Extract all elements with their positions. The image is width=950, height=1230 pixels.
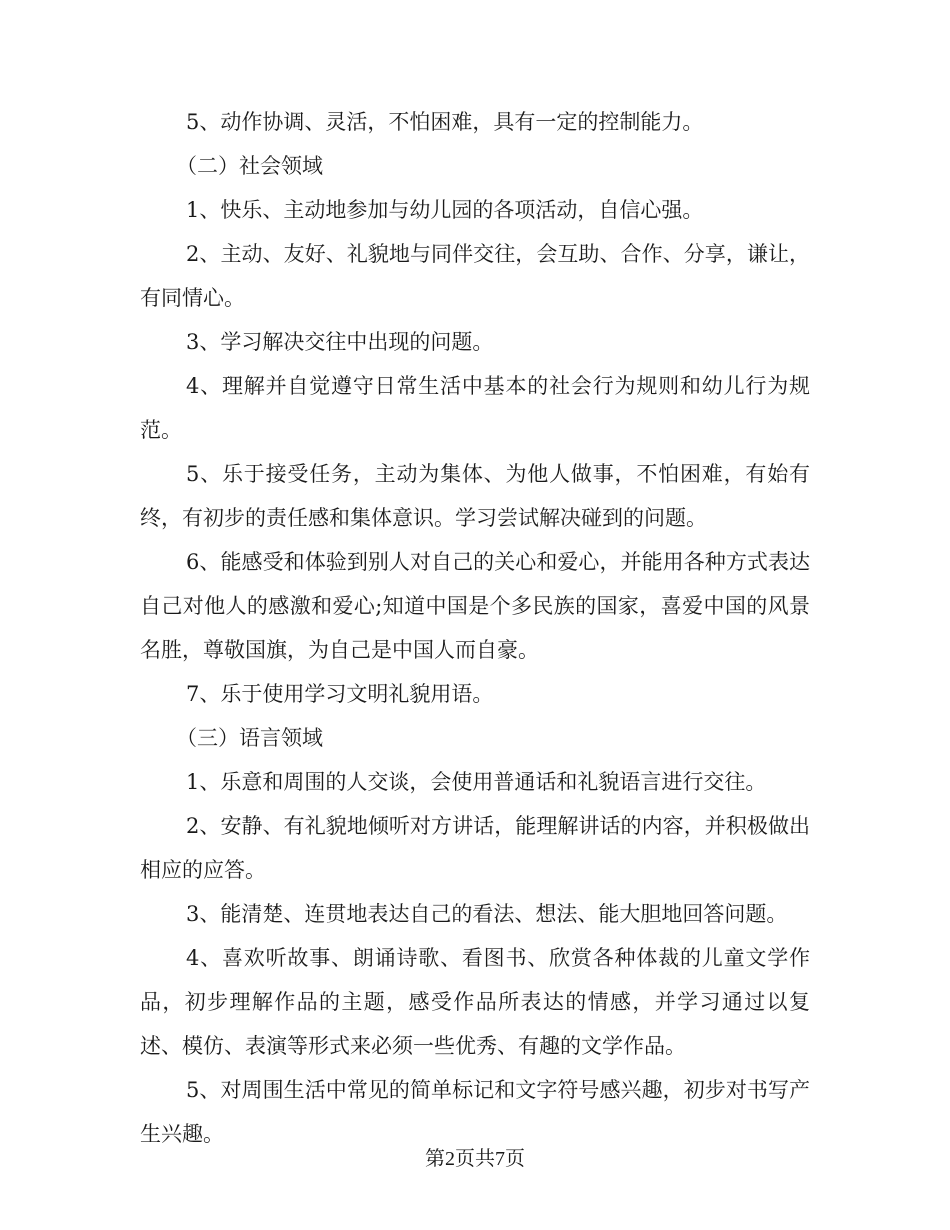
paragraph-item: 2、主动、友好、礼貌地与同伴交往，会互助、合作、分享，谦让，有同情心。 xyxy=(140,242,810,310)
paragraph-item: 6、能感受和体验到别人对自己的关心和爱心，并能用各种方式表达自己对他人的感激和爱心;知道中国是个多民族的国家，喜爱中国的风景名胜，尊敬国旗，为自己是中国人而自豪。 xyxy=(140,550,810,662)
document-body xyxy=(140,100,810,1156)
paragraph-item: 5、动作协调、灵活，不怕困难，具有一定的控制能力。 xyxy=(186,110,704,134)
paragraph-item: 1、快乐、主动地参加与幼儿园的各项活动，自信心强。 xyxy=(186,198,704,222)
paragraph-item: 4、理解并自觉遵守日常生活中基本的社会行为规则和幼儿行为规范。 xyxy=(140,374,810,442)
page-number-footer: 第2页共7页 xyxy=(425,1148,525,1170)
paragraph-item: 5、乐于接受任务，主动为集体、为他人做事，不怕困难，有始有终，有初步的责任感和集体意识。学习尝试解决碰到的问题。 xyxy=(140,462,810,530)
paragraph-item: 1、乐意和周围的人交谈，会使用普通话和礼貌语言进行交往。 xyxy=(186,770,767,794)
paragraph-item: 2、安静、有礼貌地倾听对方讲话，能理解讲话的内容，并积极做出相应的应答。 xyxy=(140,814,810,882)
section-heading-social: （二）社会领域 xyxy=(176,154,323,178)
paragraph-item: 5、对周围生活中常见的简单标记和文字符号感兴趣，初步对书写产生兴趣。 xyxy=(140,1078,810,1146)
section-heading-language: （三）语言领域 xyxy=(176,726,323,750)
paragraph-item: 7、乐于使用学习文明礼貌用语。 xyxy=(186,682,494,706)
paragraph-item: 4、喜欢听故事、朗诵诗歌、看图书、欣赏各种体裁的儿童文学作品，初步理解作品的主题，感受作品所表达的情感，并学习通过以复述、模仿、表演等形式来必须一些优秀、有趣的文学作品。 xyxy=(140,946,810,1058)
paragraph-item: 3、学习解决交往中出现的问题。 xyxy=(186,330,494,354)
paragraph-item: 3、能清楚、连贯地表达自己的看法、想法、能大胆地回答问题。 xyxy=(186,902,788,926)
